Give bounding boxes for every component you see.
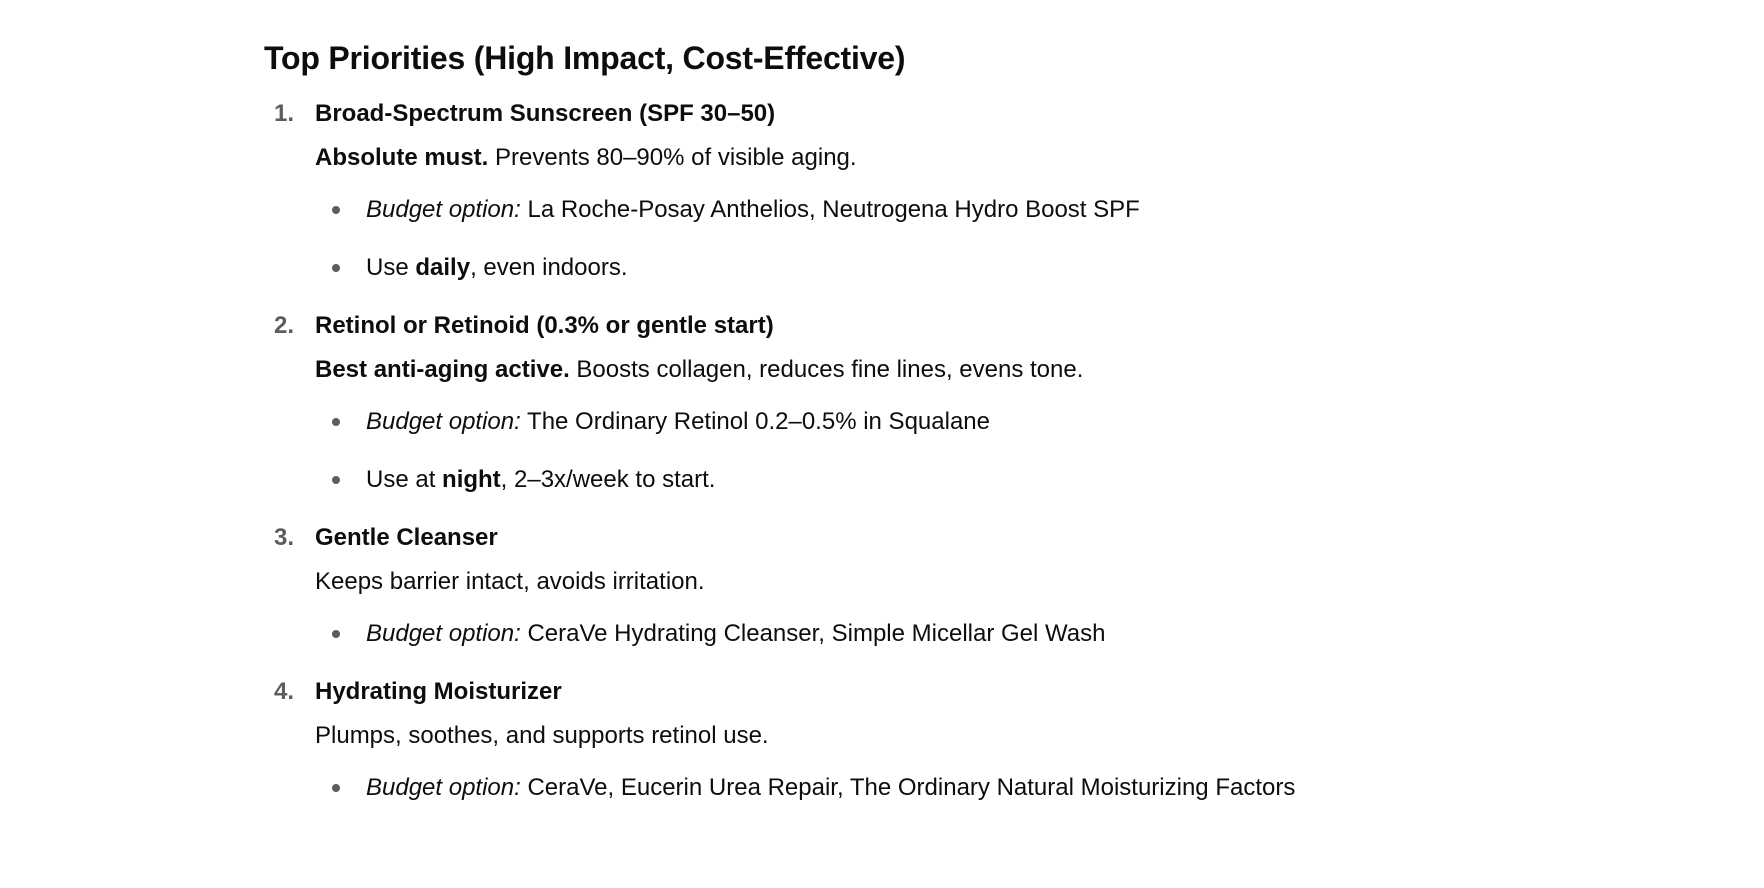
description-text: Plumps, soothes, and supports retinol use. [315,722,769,749]
priority-name: Hydrating Moisturizer [315,678,562,705]
priority-item-moisturizer [264,670,1504,810]
usage-text: , 2–3x/week to start. [500,466,716,493]
section-title: Top Priorities (High Impact, Cost-Effective) [264,40,906,76]
bullet-icon [332,784,340,792]
priority-description [315,560,1504,604]
budget-text: CeraVe Hydrating Cleanser, Simple Micellar Gel Wash [520,620,1106,647]
list-number: 3. [274,524,295,551]
description-text: Prevents 80–90% of visible aging. [488,144,857,171]
budget-label: Budget option: [366,620,521,647]
priority-item-retinol [264,304,1504,502]
description-text: Keeps barrier intact, avoids irritation. [315,568,705,595]
bullet-icon [332,630,340,638]
description-text: Boosts collagen, reduces fine lines, evens tone. [569,356,1084,383]
budget-text: La Roche-Posay Anthelios, Neutrogena Hydro Boost SPF [520,196,1140,223]
description-lead: Best anti-aging active. [315,356,570,383]
tip-list [315,612,1504,656]
budget-label: Budget option: [366,774,521,801]
budget-label: Budget option: [366,408,521,435]
priority-list [264,92,1504,810]
usage-text: , even indoors. [470,254,628,281]
usage-text: Use at [366,466,443,493]
bullet-icon [332,264,340,272]
priority-item-sunscreen [264,92,1504,290]
tip-list [315,400,1504,502]
usage-emphasis: night [442,466,501,493]
budget-label: Budget option: [366,196,521,223]
bullet-icon [332,206,340,214]
list-item [315,400,1504,444]
usage-text: Use [366,254,416,281]
budget-text: CeraVe, Eucerin Urea Repair, The Ordinary Natural Moisturizing Factors [520,774,1296,801]
priority-name: Broad-Spectrum Sunscreen (SPF 30–50) [315,100,776,127]
tip-list [315,766,1504,810]
bullet-icon [332,476,340,484]
list-number: 1. [274,100,295,127]
list-item [315,458,1504,502]
usage-emphasis: daily [415,254,471,281]
priority-name: Gentle Cleanser [315,524,498,551]
document-body [264,36,1504,824]
priority-description [315,348,1504,392]
list-item [315,612,1504,656]
list-item [315,766,1504,810]
list-item [315,188,1504,232]
priority-name: Retinol or Retinoid (0.3% or gentle start) [315,312,774,339]
list-item [315,246,1504,290]
list-number: 4. [274,678,295,705]
priority-description [315,136,1504,180]
priority-description [315,714,1504,758]
description-lead: Absolute must. [315,144,489,171]
bullet-icon [332,418,340,426]
budget-text: The Ordinary Retinol 0.2–0.5% in Squalane [520,408,990,435]
tip-list [315,188,1504,290]
priority-item-cleanser [264,516,1504,656]
list-number: 2. [274,312,295,339]
